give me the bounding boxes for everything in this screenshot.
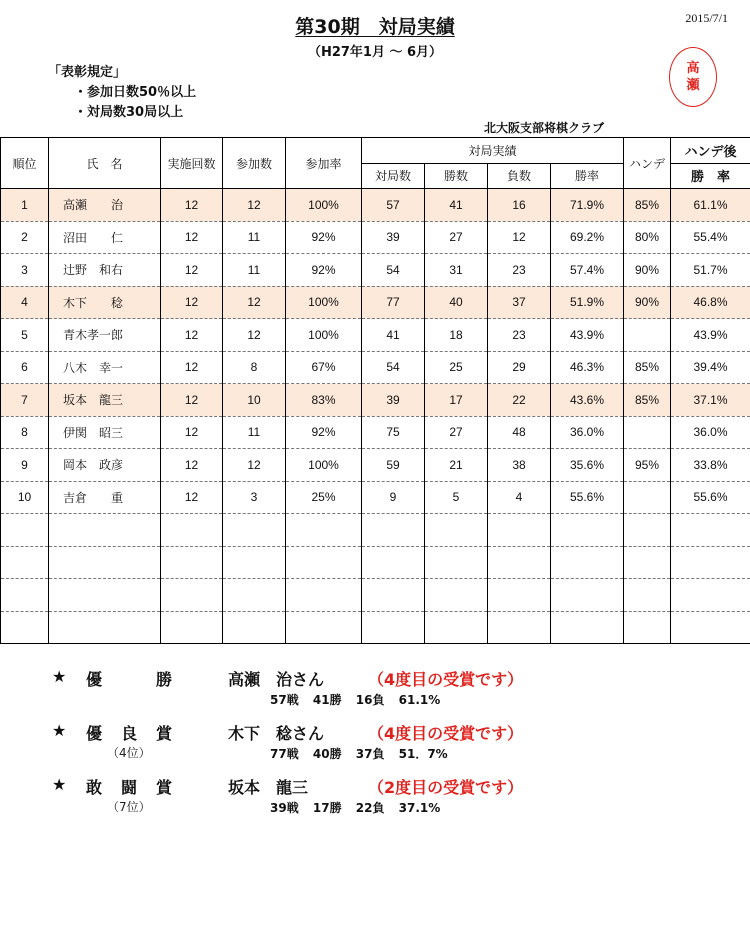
cell-after: 46.8%	[671, 286, 750, 319]
table-row	[1, 449, 750, 482]
rules-heading: 「表彰規定」	[48, 65, 127, 80]
award-rank: （7位）	[107, 800, 151, 814]
cell-attend: 11	[223, 416, 286, 449]
cell-rank: 8	[1, 416, 49, 449]
cell-rank: 2	[1, 221, 49, 254]
cell-handicap	[624, 416, 671, 449]
header-wins: 勝数	[425, 163, 488, 189]
empty-row	[1, 611, 750, 644]
cell-winrate: 51.9%	[551, 286, 624, 319]
table-row	[1, 254, 750, 287]
cell-rank: 10	[1, 481, 49, 514]
cell-rank: 7	[1, 384, 49, 417]
award-note: （2度目の受賞です）	[368, 778, 524, 797]
award-note: （4度目の受賞です）	[368, 670, 524, 689]
cell-wins: 40	[425, 286, 488, 319]
cell-losses: 23	[488, 319, 551, 352]
rule-item: ・対局数30局以上	[74, 105, 184, 120]
cell-attend: 12	[223, 319, 286, 352]
cell-after: 51.7%	[671, 254, 750, 287]
cell-winrate: 36.0%	[551, 416, 624, 449]
cell-name: 岡本 政彦	[49, 449, 161, 482]
cell-rate: 100%	[286, 319, 362, 352]
cell-rate: 100%	[286, 189, 362, 222]
cell-sessions: 12	[161, 221, 223, 254]
cell-sessions: 12	[161, 351, 223, 384]
cell-games: 77	[362, 286, 425, 319]
rule-item: ・参加日数50％以上	[74, 85, 197, 100]
cell-after: 55.6%	[671, 481, 750, 514]
star-icon: ★	[52, 667, 67, 686]
cell-name: 沼田 仁	[49, 221, 161, 254]
cell-handicap: 90%	[624, 254, 671, 287]
cell-after: 33.8%	[671, 449, 750, 482]
star-icon: ★	[52, 721, 67, 740]
cell-rate: 83%	[286, 384, 362, 417]
cell-losses: 48	[488, 416, 551, 449]
page-title: 第30期 対局実績	[295, 16, 455, 38]
cell-name: 伊関 昭三	[49, 416, 161, 449]
cell-wins: 31	[425, 254, 488, 287]
cell-winrate: 71.9%	[551, 189, 624, 222]
cell-games: 39	[362, 221, 425, 254]
header-winrate: 勝率	[551, 163, 624, 189]
award-winner: 木下 稔さん	[228, 724, 325, 743]
award-rank: （4位）	[107, 746, 151, 760]
award-winner: 坂本 龍三	[228, 778, 309, 797]
cell-rank: 5	[1, 319, 49, 352]
cell-sessions: 12	[161, 384, 223, 417]
cell-name: 八木 幸一	[49, 351, 161, 384]
cell-games: 54	[362, 351, 425, 384]
cell-handicap	[624, 319, 671, 352]
header-rank: 順位	[1, 138, 49, 189]
cell-attend: 12	[223, 189, 286, 222]
empty-row	[1, 579, 750, 612]
empty-row	[1, 514, 750, 547]
cell-games: 57	[362, 189, 425, 222]
cell-handicap: 85%	[624, 384, 671, 417]
cell-rate: 100%	[286, 449, 362, 482]
cell-sessions: 12	[161, 319, 223, 352]
award-label: 優 勝	[86, 670, 172, 689]
cell-rank: 1	[1, 189, 49, 222]
cell-losses: 29	[488, 351, 551, 384]
club-name: 北大阪支部将棋クラブ	[484, 121, 605, 135]
results-table	[0, 137, 750, 644]
header-record: 対局実績	[362, 138, 624, 164]
cell-winrate: 46.3%	[551, 351, 624, 384]
cell-attend: 3	[223, 481, 286, 514]
cell-after: 39.4%	[671, 351, 750, 384]
header-handicap: ハンデ	[624, 138, 671, 189]
cell-attend: 12	[223, 286, 286, 319]
table-row	[1, 189, 750, 222]
cell-games: 41	[362, 319, 425, 352]
cell-attend: 10	[223, 384, 286, 417]
cell-losses: 38	[488, 449, 551, 482]
cell-rank: 4	[1, 286, 49, 319]
cell-handicap: 80%	[624, 221, 671, 254]
cell-wins: 5	[425, 481, 488, 514]
header-attend: 参加数	[223, 138, 286, 189]
cell-handicap: 85%	[624, 189, 671, 222]
header-rate: 参加率	[286, 138, 362, 189]
name-seal-stamp: 高 瀬	[669, 47, 717, 107]
cell-name: 高瀬 治	[49, 189, 161, 222]
cell-winrate: 43.6%	[551, 384, 624, 417]
cell-losses: 22	[488, 384, 551, 417]
cell-rank: 6	[1, 351, 49, 384]
cell-sessions: 12	[161, 481, 223, 514]
award-stats: 39戦 17勝 22負 37.1%	[270, 801, 441, 815]
cell-losses: 12	[488, 221, 551, 254]
header-sessions: 実施回数	[161, 138, 223, 189]
cell-handicap: 85%	[624, 351, 671, 384]
cell-losses: 23	[488, 254, 551, 287]
award-stats: 77戦 40勝 37負 51．7%	[270, 747, 448, 761]
award-note: （4度目の受賞です）	[368, 724, 524, 743]
cell-wins: 27	[425, 221, 488, 254]
cell-attend: 11	[223, 221, 286, 254]
cell-rate: 92%	[286, 254, 362, 287]
cell-winrate: 43.9%	[551, 319, 624, 352]
cell-rank: 3	[1, 254, 49, 287]
header-games: 対局数	[362, 163, 425, 189]
cell-games: 59	[362, 449, 425, 482]
table-row	[1, 384, 750, 417]
table-row	[1, 416, 750, 449]
header-name: 氏 名	[49, 138, 161, 189]
cell-after: 37.1%	[671, 384, 750, 417]
cell-winrate: 35.6%	[551, 449, 624, 482]
cell-name: 吉倉 重	[49, 481, 161, 514]
cell-losses: 16	[488, 189, 551, 222]
report-date: 2015/7/1	[685, 11, 728, 25]
cell-attend: 11	[223, 254, 286, 287]
star-icon: ★	[52, 775, 67, 794]
cell-name: 坂本 龍三	[49, 384, 161, 417]
cell-sessions: 12	[161, 449, 223, 482]
cell-wins: 25	[425, 351, 488, 384]
table-row	[1, 319, 750, 352]
cell-after: 43.9%	[671, 319, 750, 352]
cell-winrate: 55.6%	[551, 481, 624, 514]
cell-rate: 67%	[286, 351, 362, 384]
cell-rate: 92%	[286, 416, 362, 449]
award-excellence	[0, 718, 750, 772]
award-label: 優 良 賞	[86, 724, 172, 743]
cell-handicap	[624, 481, 671, 514]
cell-games: 39	[362, 384, 425, 417]
award-label: 敢 闘 賞	[86, 778, 172, 797]
cell-name: 青木孝一郎	[49, 319, 161, 352]
cell-losses: 37	[488, 286, 551, 319]
award-rules	[48, 63, 196, 123]
cell-rate: 100%	[286, 286, 362, 319]
empty-row	[1, 546, 750, 579]
table-row	[1, 286, 750, 319]
cell-attend: 8	[223, 351, 286, 384]
cell-games: 75	[362, 416, 425, 449]
cell-wins: 17	[425, 384, 488, 417]
cell-rate: 25%	[286, 481, 362, 514]
cell-after: 55.4%	[671, 221, 750, 254]
table-row	[1, 221, 750, 254]
award-fighting-spirit	[0, 772, 750, 826]
award-champion	[0, 664, 750, 718]
cell-sessions: 12	[161, 286, 223, 319]
cell-handicap: 90%	[624, 286, 671, 319]
cell-wins: 18	[425, 319, 488, 352]
cell-sessions: 12	[161, 416, 223, 449]
table-row	[1, 351, 750, 384]
cell-winrate: 57.4%	[551, 254, 624, 287]
cell-wins: 41	[425, 189, 488, 222]
cell-games: 9	[362, 481, 425, 514]
award-stats: 57戦 41勝 16負 61.1%	[270, 693, 441, 707]
cell-name: 辻野 和右	[49, 254, 161, 287]
header-after-winrate: 勝 率	[671, 163, 750, 189]
cell-attend: 12	[223, 449, 286, 482]
cell-after: 36.0%	[671, 416, 750, 449]
cell-sessions: 12	[161, 254, 223, 287]
header-after-handicap: ハンデ後	[671, 138, 750, 164]
cell-sessions: 12	[161, 189, 223, 222]
cell-rate: 92%	[286, 221, 362, 254]
cell-losses: 4	[488, 481, 551, 514]
cell-winrate: 69.2%	[551, 221, 624, 254]
cell-wins: 21	[425, 449, 488, 482]
header-losses: 負数	[488, 163, 551, 189]
cell-games: 54	[362, 254, 425, 287]
awards-section	[0, 664, 750, 826]
cell-handicap: 95%	[624, 449, 671, 482]
award-winner: 高瀬 治さん	[228, 670, 325, 689]
period-subtitle: （H27年1月 ～ 6月）	[307, 45, 443, 60]
cell-after: 61.1%	[671, 189, 750, 222]
table-row	[1, 481, 750, 514]
cell-name: 木下 稔	[49, 286, 161, 319]
cell-wins: 27	[425, 416, 488, 449]
cell-rank: 9	[1, 449, 49, 482]
